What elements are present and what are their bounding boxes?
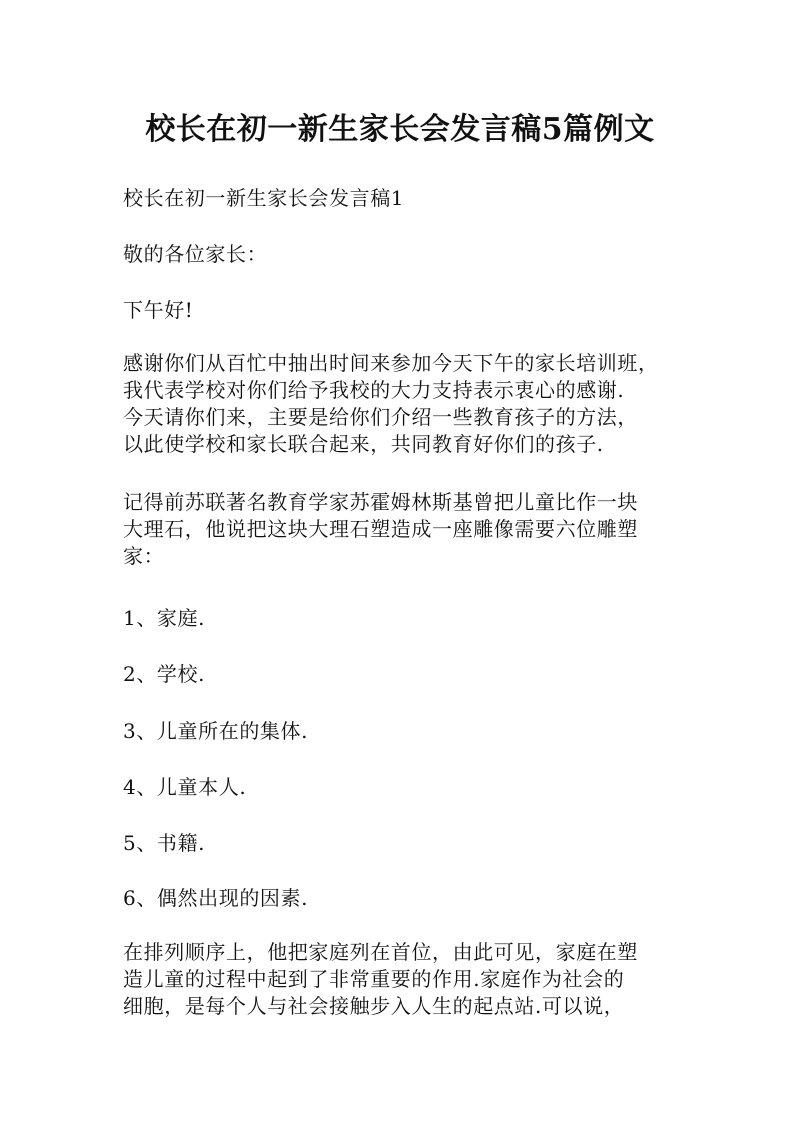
paragraph-line: 我代表学校对你们给予我校的大力支持表示衷心的感谢. [123,378,625,402]
section-subtitle: 校长在初一新生家长会发言稿1 [123,186,405,210]
document-title: 校长在初一新生家长会发言稿5篇例文 [145,112,655,147]
paragraph-line: 家： [123,544,165,568]
list-item: 5、书籍. [123,831,206,855]
greeting: 下午好! [123,298,194,322]
list-item: 1、家庭. [123,606,206,630]
paragraph-line: 记得前苏联著名教育学家苏霍姆林斯基曾把儿童比作一块 [123,490,638,514]
paragraph-line: 细胞，是每个人与社会接触步入人生的起点站.可以说， [123,994,625,1018]
paragraph-line: 今天请你们来，主要是给你们介绍一些教育孩子的方法， [123,405,638,429]
list-item: 4、儿童本人. [123,775,247,799]
paragraph-line: 在排列顺序上，他把家庭列在首位，由此可见，家庭在塑 [123,940,638,964]
salutation: 敬的各位家长： [123,242,268,266]
list-item: 6、偶然出现的因素. [123,886,309,910]
list-item: 2、学校. [123,662,206,686]
paragraph-line: 大理石，他说把这块大理石塑造成一座雕像需要六位雕塑 [123,517,638,541]
paragraph-thanks [123,350,683,458]
paragraph-family-role [123,939,683,1020]
paragraph-sculptors [123,489,683,570]
paragraph-line: 感谢你们从百忙中抽出时间来参加今天下午的家长培训班， [123,351,659,375]
paragraph-line: 以此使学校和家长联合起来，共同教育好你们的孩子. [123,432,604,456]
paragraph-line: 造儿童的过程中起到了非常重要的作用.家庭作为社会的 [123,967,625,991]
list-item: 3、儿童所在的集体. [123,719,309,743]
